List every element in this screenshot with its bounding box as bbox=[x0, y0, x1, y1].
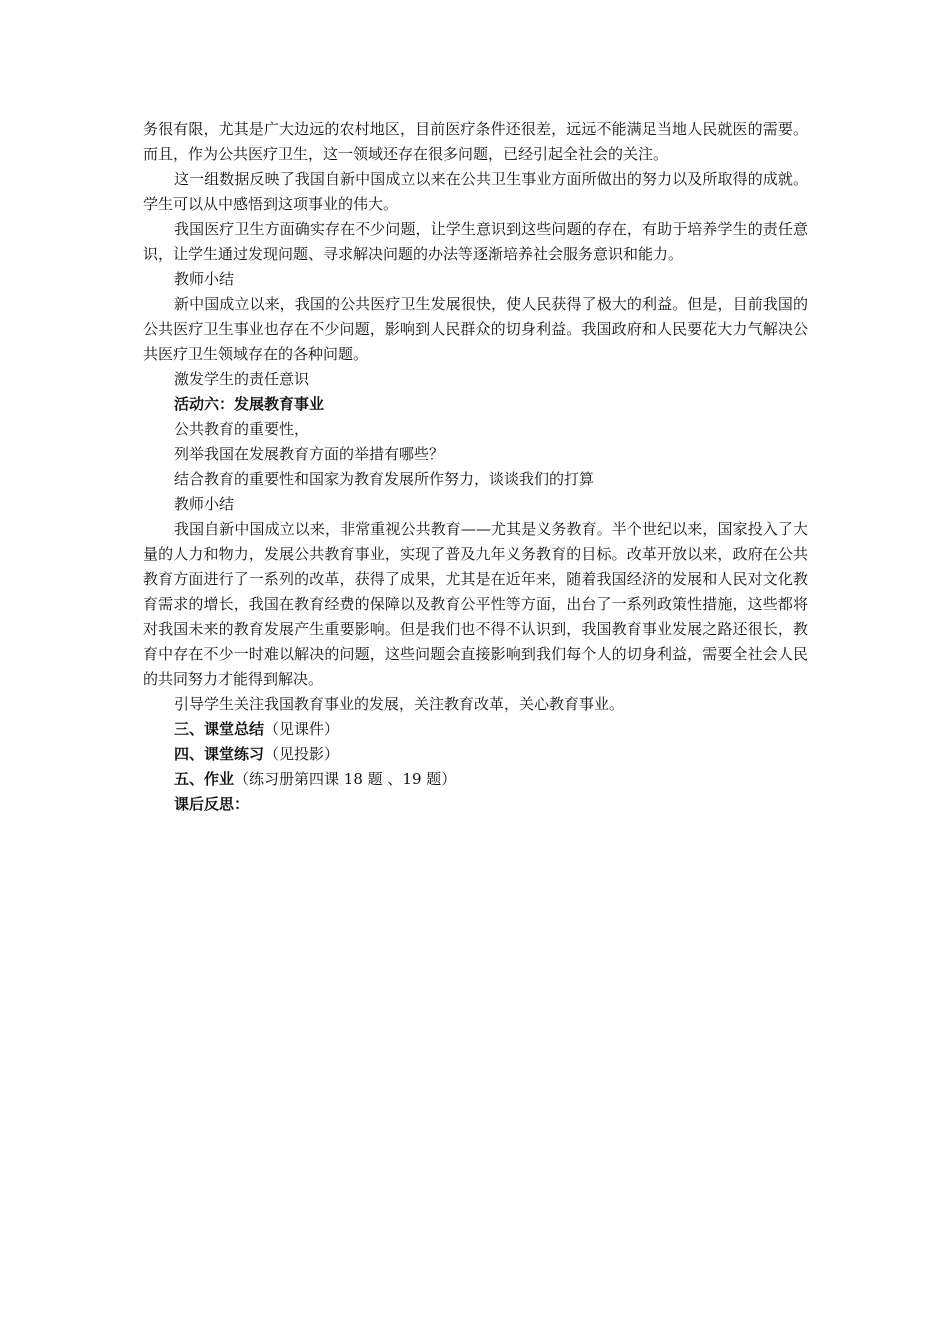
paragraph-continued: 务很有限，尤其是广大边远的农村地区，目前医疗条件还很差，远远不能满足当地人民就医的需要。而且，作为公共医疗卫生，这一领域还存在很多问题，已经引起全社会的关注。 bbox=[143, 120, 808, 163]
section-homework-note: （练习册第四课 18 题 、19 题） bbox=[234, 770, 457, 788]
section-class-practice-label: 四、课堂练习 bbox=[174, 745, 265, 763]
after-class-reflection-label: 课后反思： bbox=[174, 795, 250, 813]
section-class-summary bbox=[143, 717, 808, 742]
paragraph-education-summary: 我国自新中国成立以来，非常重视公共教育——尤其是义务教育。半个世纪以来，国家投入了大量的人力和物力，发展公共教育事业，实现了普及九年义务教育的目标。改革开放以来，政府在公共教育方面进行了一系列的改革，获得了成果，尤其是在近年来，随着我国经济的发展和人民对文化教育需求的增长，我国在教育经费的保障以及教育公平性等方面，出台了一系列政策性措施，这些都将对我国未来的教育发展产生重要影响。但是我们也不得不认识到，我国教育事业发展之路还很长，教育中存在不少一时难以解决的问题，这些问题会直接影响到我们每个人的切身利益，需要全社会人民的共同努力才能得到解决。 bbox=[143, 520, 808, 688]
section-class-summary-label: 三、课堂总结 bbox=[174, 720, 265, 738]
paragraph-data-reflection: 这一组数据反映了我国自新中国成立以来在公共卫生事业方面所做出的努力以及所取得的成就。学生可以从中感悟到这项事业的伟大。 bbox=[143, 170, 808, 213]
paragraph-guide-students: 引导学生关注我国教育事业的发展，关注教育改革，关心教育事业。 bbox=[174, 695, 625, 713]
section-class-practice-note: （见投影） bbox=[264, 745, 340, 763]
section-class-summary-note: （见课件） bbox=[264, 720, 340, 738]
section-homework bbox=[143, 767, 808, 792]
paragraph-health-summary: 新中国成立以来，我国的公共医疗卫生发展很快，使人民获得了极大的利益。但是，目前我国的公共医疗卫生事业也存在不少问题，影响到人民群众的切身利益。我国政府和人民要花大力气解决公共医疗卫生领域存在的各种问题。 bbox=[143, 295, 808, 363]
activity-six-heading: 活动六：发展教育事业 bbox=[174, 395, 325, 413]
paragraph-education-measures: 列举我国在发展教育方面的举措有哪些？ bbox=[174, 445, 445, 463]
paragraph-health-problems: 我国医疗卫生方面确实存在不少问题，让学生意识到这些问题的存在，有助于培养学生的责任意识，让学生通过发现问题、寻求解决问题的办法等逐渐培养社会服务意识和能力。 bbox=[143, 220, 808, 263]
section-homework-label: 五、作业 bbox=[174, 770, 235, 788]
document-body bbox=[143, 117, 808, 817]
teacher-summary-label-2: 教师小结 bbox=[174, 495, 235, 513]
paragraph-education-importance: 公共教育的重要性， bbox=[174, 420, 310, 438]
section-class-practice bbox=[143, 742, 808, 767]
paragraph-responsibility: 激发学生的责任意识 bbox=[174, 370, 310, 388]
teacher-summary-label: 教师小结 bbox=[174, 270, 235, 288]
paragraph-education-plans: 结合教育的重要性和国家为教育发展所作努力，谈谈我们的打算 bbox=[174, 470, 595, 488]
